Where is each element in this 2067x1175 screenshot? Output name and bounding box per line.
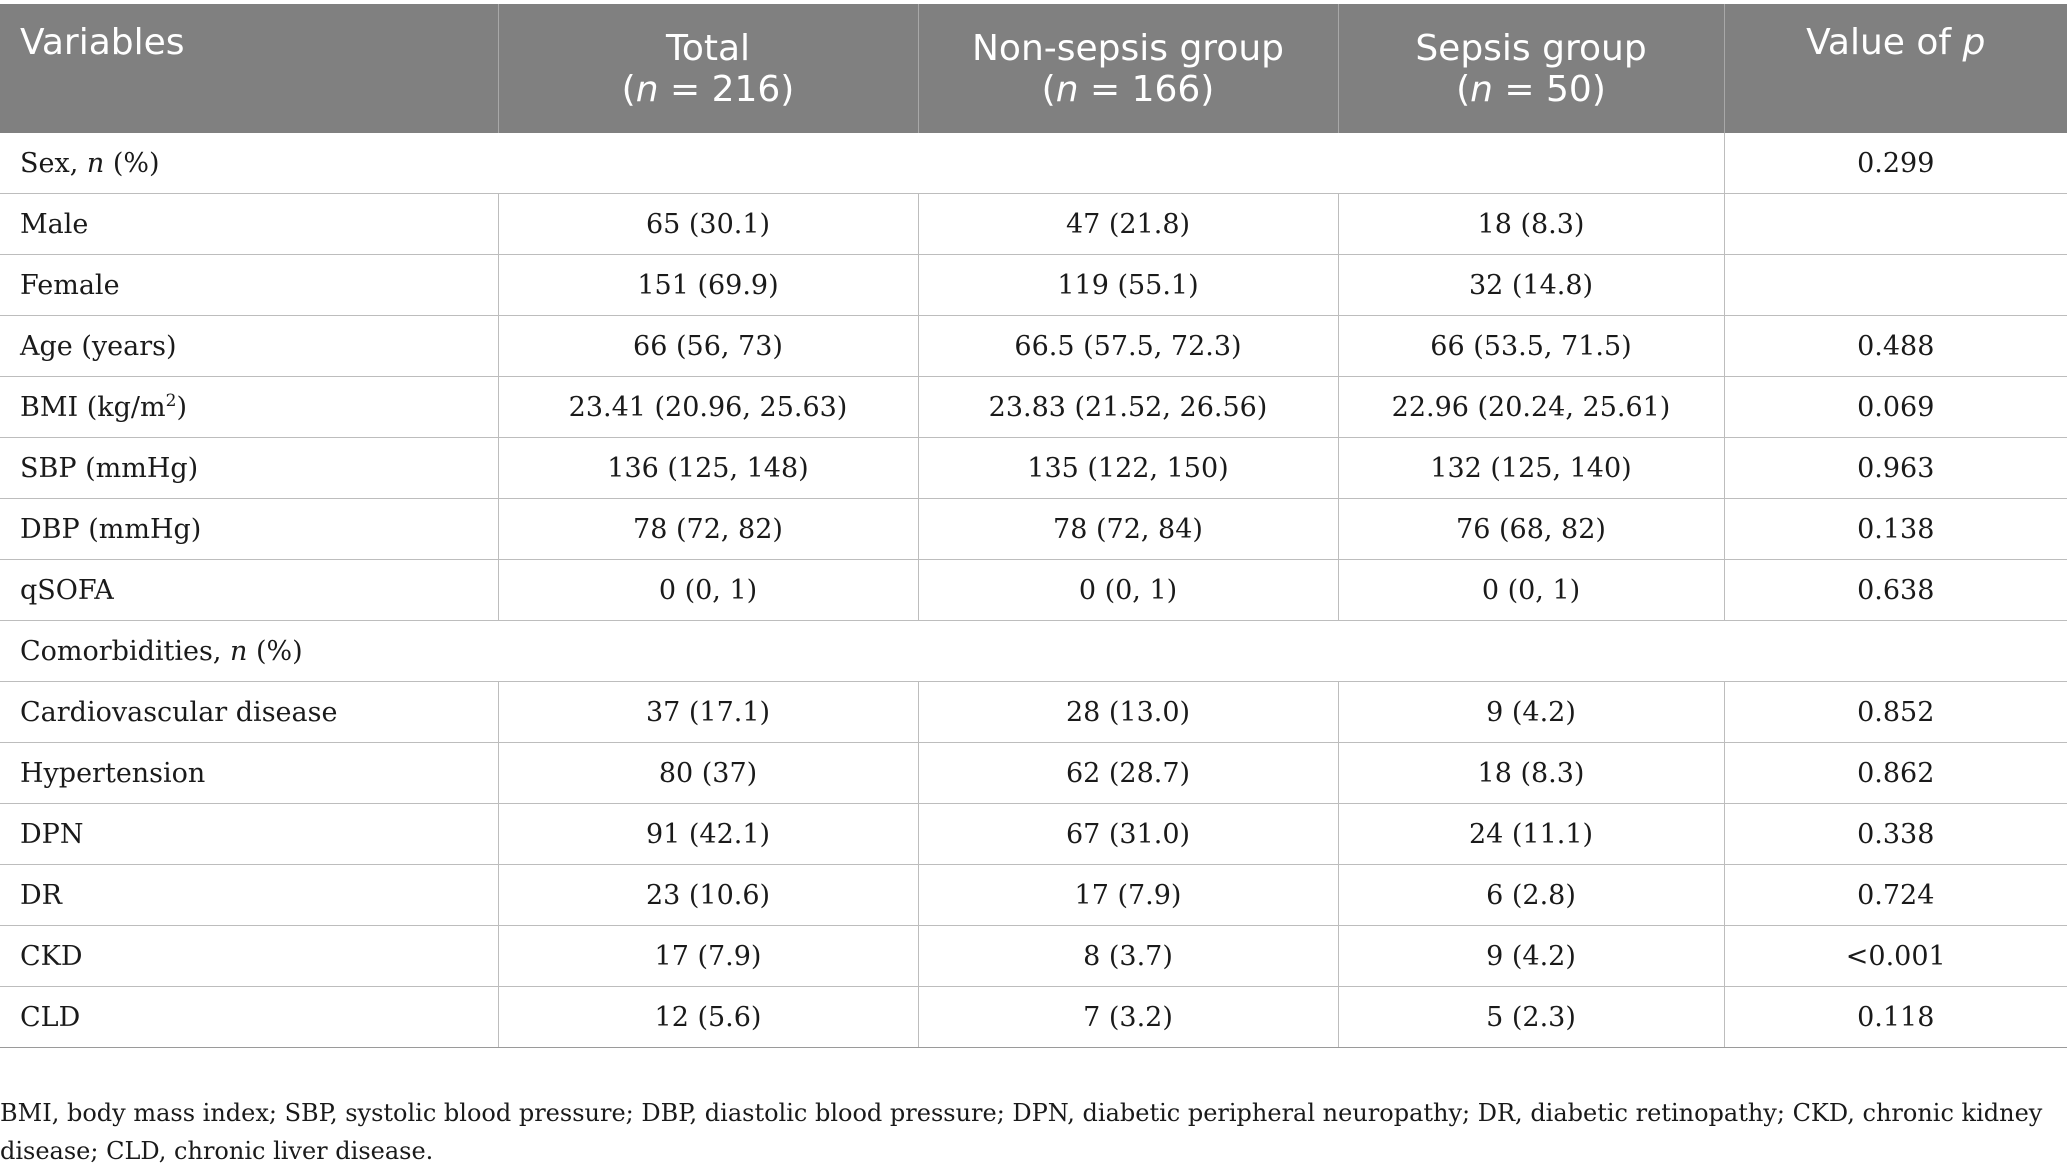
- cell-nonsepsis: 67 (31.0): [918, 804, 1338, 865]
- cell-nonsepsis: 17 (7.9): [918, 865, 1338, 926]
- cell-p: 0.138: [1724, 499, 2067, 560]
- row-label: CKD: [0, 926, 498, 987]
- cell-p: [1724, 255, 2067, 316]
- cell-nonsepsis: 8 (3.7): [918, 926, 1338, 987]
- cell-nonsepsis: 28 (13.0): [918, 682, 1338, 743]
- sex-label-text: Sex,: [20, 147, 87, 179]
- table-row-cvd: [0, 682, 2067, 743]
- pvalue-label: Value of: [1806, 22, 1952, 63]
- cell-p: 0.862: [1724, 743, 2067, 804]
- row-label: DBP (mmHg): [0, 499, 498, 560]
- n-symbol: n: [86, 147, 105, 179]
- cell-total: 80 (37): [498, 743, 918, 804]
- bmi-label-sup: 2: [165, 390, 177, 411]
- table-row-sex: [0, 133, 2067, 194]
- cell-nonsepsis: 7 (3.2): [918, 987, 1338, 1048]
- cell-total: 65 (30.1): [498, 194, 918, 255]
- row-label: qSOFA: [0, 560, 498, 621]
- header-sepsis-n: (n = 50): [1456, 68, 1606, 110]
- n-symbol: n: [1055, 68, 1079, 110]
- sex-label-suffix: (%): [104, 147, 160, 179]
- table-row-comorbidities: [0, 621, 2067, 682]
- comorbidities-label-suffix: (%): [247, 635, 303, 667]
- cell-nonsepsis: 62 (28.7): [918, 743, 1338, 804]
- n-symbol: n: [230, 635, 248, 667]
- header-variables: [0, 4, 498, 133]
- total-n-value: 216: [711, 68, 781, 110]
- cell-total: 23.41 (20.96, 25.63): [498, 377, 918, 438]
- header-variables-label: Variables: [20, 22, 185, 63]
- cell-p: 0.488: [1724, 316, 2067, 377]
- row-label: SBP (mmHg): [0, 438, 498, 499]
- cell-nonsepsis: 66.5 (57.5, 72.3): [918, 316, 1338, 377]
- cell-total: 136 (125, 148): [498, 438, 918, 499]
- cell-p: 0.338: [1724, 804, 2067, 865]
- n-symbol: n: [1470, 68, 1493, 110]
- header-sepsis: [1338, 4, 1724, 133]
- cell-nonsepsis: 119 (55.1): [918, 255, 1338, 316]
- cell-p: 0.638: [1724, 560, 2067, 621]
- table-footnote: BMI, body mass index; SBP, systolic blood pressure; DBP, diastolic blood pressure; DPN, diabetic peripheral neuropathy; DR, diabetic retinopathy; CKD, chronic kidney disease; CLD, chronic liver disease.: [0, 1099, 2043, 1165]
- header-nonsepsis-label: Non-sepsis group: [971, 27, 1285, 69]
- cell-total: 0 (0, 1): [498, 560, 918, 621]
- row-label: Female: [0, 255, 498, 316]
- comorbidities-label-text: Comorbidities,: [20, 635, 231, 667]
- table-row-hypertension: [0, 743, 2067, 804]
- row-label: [0, 377, 498, 438]
- row-label: DR: [0, 865, 498, 926]
- table-row-ckd: [0, 926, 2067, 987]
- cell-total: 12 (5.6): [498, 987, 918, 1048]
- baseline-characteristics-table: [0, 4, 2067, 1048]
- table-row-cld: [0, 987, 2067, 1048]
- cell-sepsis: 18 (8.3): [1338, 194, 1724, 255]
- cell-p: <0.001: [1724, 926, 2067, 987]
- table-header: [0, 4, 2067, 133]
- table-container: [0, 4, 2067, 1048]
- cell-sepsis: 32 (14.8): [1338, 255, 1724, 316]
- header-sepsis-label: Sepsis group: [1415, 27, 1647, 69]
- cell-p: 0.963: [1724, 438, 2067, 499]
- table-body: [0, 133, 2067, 1048]
- cell-sepsis: 18 (8.3): [1338, 743, 1724, 804]
- table-row-dbp: [0, 499, 2067, 560]
- table-row-dpn: [0, 804, 2067, 865]
- p-symbol: p: [1962, 22, 1986, 63]
- row-label: CLD: [0, 987, 498, 1048]
- cell-sepsis: 66 (53.5, 71.5): [1338, 316, 1724, 377]
- cell-nonsepsis: 135 (122, 150): [918, 438, 1338, 499]
- cell-sepsis: 5 (2.3): [1338, 987, 1724, 1048]
- table-row-sbp: [0, 438, 2067, 499]
- cell-total: 23 (10.6): [498, 865, 918, 926]
- n-equals: =: [658, 68, 712, 110]
- row-label: Cardiovascular disease: [0, 682, 498, 743]
- bmi-label-post: ): [176, 391, 187, 423]
- cell-p: 0.069: [1724, 377, 2067, 438]
- cell-sepsis: 9 (4.2): [1338, 682, 1724, 743]
- sepsis-n-value: 50: [1546, 68, 1592, 110]
- header-pvalue: [1724, 4, 2067, 133]
- n-equals: =: [1492, 68, 1547, 110]
- cell-nonsepsis: 23.83 (21.52, 26.56): [918, 377, 1338, 438]
- cell-p: [1724, 194, 2067, 255]
- row-label: [0, 133, 1724, 194]
- cell-sepsis: 9 (4.2): [1338, 926, 1724, 987]
- table-row-dr: [0, 865, 2067, 926]
- cell-sepsis: 22.96 (20.24, 25.61): [1338, 377, 1724, 438]
- table-row-age: [0, 316, 2067, 377]
- table-row-male: [0, 194, 2067, 255]
- table-row-female: [0, 255, 2067, 316]
- cell-total: 78 (72, 82): [498, 499, 918, 560]
- cell-total: 37 (17.1): [498, 682, 918, 743]
- row-label: Age (years): [0, 316, 498, 377]
- cell-nonsepsis: 78 (72, 84): [918, 499, 1338, 560]
- cell-total: 66 (56, 73): [498, 316, 918, 377]
- row-label: Hypertension: [0, 743, 498, 804]
- cell-total: 151 (69.9): [498, 255, 918, 316]
- n-symbol: n: [635, 68, 659, 110]
- cell-nonsepsis: 47 (21.8): [918, 194, 1338, 255]
- header-total-n: (n = 216): [621, 68, 795, 110]
- cell-total: 91 (42.1): [498, 804, 918, 865]
- header-row: [0, 4, 2067, 133]
- row-label: Male: [0, 194, 498, 255]
- cell-sepsis: 0 (0, 1): [1338, 560, 1724, 621]
- table-row-qsofa: [0, 560, 2067, 621]
- cell-sepsis: 6 (2.8): [1338, 865, 1724, 926]
- bmi-label-pre: BMI (kg/m: [20, 391, 166, 423]
- cell-p: 0.852: [1724, 682, 2067, 743]
- cell-p: 0.724: [1724, 865, 2067, 926]
- row-label: DPN: [0, 804, 498, 865]
- header-total: [498, 4, 918, 133]
- cell-total: 17 (7.9): [498, 926, 918, 987]
- header-nonsepsis-n: (n = 166): [1041, 68, 1215, 110]
- row-label: [0, 621, 2067, 682]
- n-equals: =: [1078, 68, 1132, 110]
- cell-sepsis: 132 (125, 140): [1338, 438, 1724, 499]
- cell-sepsis: 24 (11.1): [1338, 804, 1724, 865]
- nonsepsis-n-value: 166: [1131, 68, 1201, 110]
- table-row-bmi: [0, 377, 2067, 438]
- header-total-label: Total: [665, 27, 751, 69]
- cell-sepsis: 76 (68, 82): [1338, 499, 1724, 560]
- cell-p: 0.299: [1724, 133, 2067, 194]
- cell-nonsepsis: 0 (0, 1): [918, 560, 1338, 621]
- header-nonsepsis: [918, 4, 1338, 133]
- cell-p: 0.118: [1724, 987, 2067, 1048]
